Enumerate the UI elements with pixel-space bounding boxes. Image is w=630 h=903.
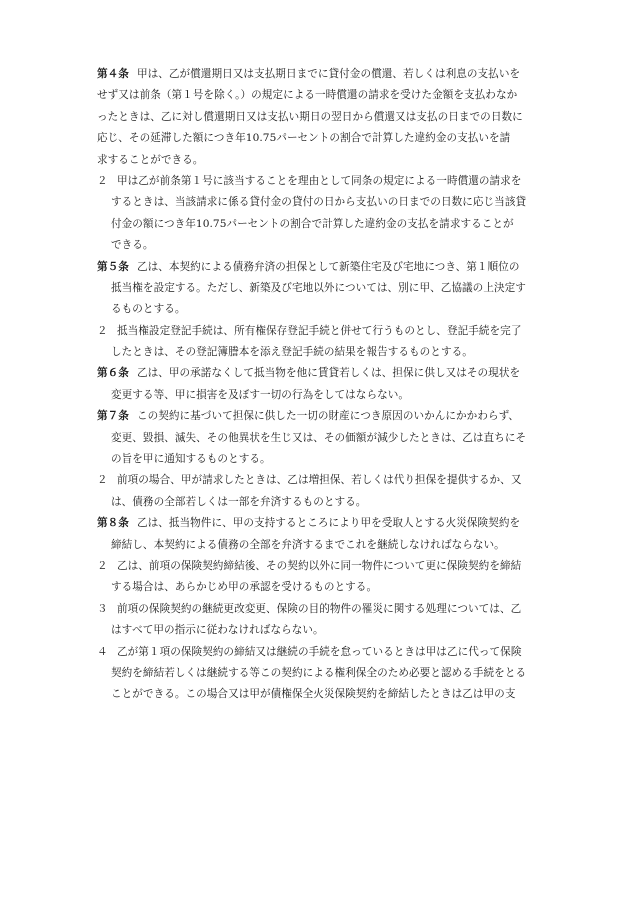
- line-text: この契約に基づいて担保に供した一切の財産につき原因のいかんにかかわらず、: [136, 410, 520, 423]
- continuation-line: [97, 492, 537, 513]
- continuation-line: [97, 684, 537, 705]
- line-text: 変更、毀損、滅失、その他異状を生じ又は、その価額が減少したときは、乙は直ちにそ: [111, 431, 527, 444]
- line-text: るものとする。: [111, 303, 186, 316]
- line-text: 乙は、抵当物件に、甲の支持するところにより甲を受取人とする火災保険契約を: [136, 517, 521, 530]
- article-heading: 第６条: [97, 367, 129, 380]
- paragraph-number: ２: [97, 174, 108, 187]
- line-text: するときは、当該請求に係る貸付金の貸付の日から支払いの日までの日数に応じ当該貸: [111, 196, 527, 209]
- line-text: は、債務の全部若しくは一部を弁済するものとする。: [111, 495, 367, 508]
- line-text: 変更する等、甲に損害を及ぼす一切の行為をしてはならない。: [111, 388, 410, 401]
- document-body: [97, 64, 537, 706]
- line-text: 応じ、その延滞した額につき年10.75パーセントの割合で計算した違約金の支払いを請: [97, 132, 511, 145]
- continuation-line: [97, 663, 537, 684]
- paragraph-number: ２: [97, 474, 108, 487]
- continuation-line: [97, 299, 537, 320]
- article-heading: 第８条: [97, 517, 129, 530]
- article-first-line: [97, 64, 537, 85]
- paragraph-first-line: [97, 556, 537, 577]
- article-first-line: [97, 257, 537, 278]
- line-text: 乙は、本契約による債務弁済の担保として新築住宅及び宅地につき、第１順位の: [136, 260, 520, 273]
- continuation-line: [97, 535, 537, 556]
- paragraph-number: ４: [97, 645, 108, 658]
- continuation-line: [97, 150, 537, 171]
- paragraph-first-line: [97, 470, 537, 491]
- article-first-line: [97, 513, 537, 534]
- line-text: 求することができる。: [97, 153, 204, 166]
- continuation-line: [97, 577, 537, 598]
- line-text: 付金の額につき年10.75パーセントの割合で計算した違約金の支払を請求することが: [111, 217, 514, 230]
- line-text: 抵当権を設定する。ただし、新築及び宅地以外については、別に甲、乙協議の上決定す: [111, 281, 526, 294]
- line-text: 契約を締結若しくは継続する等この契約による権利保全のため必要と認める手続をとる: [111, 666, 527, 679]
- paragraph-first-line: [97, 599, 537, 620]
- line-text: したときは、その登記簿謄本を添え登記手続の結果を報告するものとする。: [111, 346, 473, 359]
- continuation-line: [97, 620, 537, 641]
- paragraph-first-line: [97, 321, 537, 342]
- line-text: 前項の保険契約の継続更改変更、保険の目的物件の罹災に関する処理については、乙: [117, 602, 522, 615]
- continuation-line: [97, 428, 537, 449]
- line-text: 甲は乙が前条第１号に該当することを理由として同条の規定による一時償還の請求を: [117, 174, 522, 187]
- continuation-line: [97, 449, 537, 470]
- line-text: の旨を甲に通知するものとする。: [111, 453, 271, 466]
- article-heading: 第５条: [97, 260, 129, 273]
- continuation-line: [97, 385, 537, 406]
- line-text: 甲は、乙が償還期日又は支払期日までに貸付金の償還、若しくは利息の支払いを: [136, 68, 521, 80]
- article-heading: 第７条: [97, 410, 129, 423]
- continuation-line: [97, 192, 537, 213]
- paragraph-first-line: [97, 642, 537, 663]
- paragraph-number: ３: [97, 602, 108, 615]
- line-text: はすべて甲の指示に従わなければならない。: [111, 624, 324, 637]
- line-text: 前項の場合、甲が請求したときは、乙は増担保、若しくは代り担保を提供するか、又: [117, 474, 522, 487]
- line-text: 乙が第１項の保険契約の締結又は継続の手続を怠っているときは甲は乙に代って保険: [117, 645, 522, 658]
- paragraph-number: ２: [97, 324, 108, 337]
- paragraph-first-line: [97, 171, 537, 192]
- line-text: ったときは、乙に対し償還期日又は支払い期日の翌日から償還又は支払の日までの日数に: [97, 110, 523, 123]
- continuation-line: [97, 235, 537, 256]
- line-text: する場合は、あらかじめ甲の承認を受けるものとする。: [111, 581, 378, 594]
- continuation-line: [97, 278, 537, 299]
- continuation-line: [97, 342, 537, 363]
- line-text: 乙は、前項の保険契約締結後、その契約以外に同一物件について更に保険契約を締結: [117, 559, 522, 572]
- continuation-line: [97, 128, 537, 149]
- line-text: 乙は、甲の承諾なくして抵当物を他に賃貸若しくは、担保に供し又はその現状を: [136, 367, 521, 380]
- article-first-line: [97, 363, 537, 384]
- paragraph-number: ２: [97, 559, 108, 572]
- continuation-line: [97, 85, 537, 106]
- line-text: できる。: [111, 239, 154, 252]
- line-text: ことができる。この場合又は甲が債権保全火災保険契約を締結したときは乙は甲の支: [111, 688, 516, 701]
- article-heading: 第４条: [97, 68, 129, 80]
- continuation-line: [97, 214, 537, 235]
- article-first-line: [97, 406, 537, 427]
- line-text: 締結し、本契約による債務の全部を弁済するまでこれを継続しなければならない。: [111, 538, 505, 551]
- continuation-line: [97, 107, 537, 128]
- line-text: 抵当権設定登記手続は、所有権保存登記手続と併せて行うものとし、登記手続を完了: [117, 324, 522, 337]
- line-text: せず又は前条（第１号を除く。）の規定による一時償還の請求を受けた金額を支払わなか: [97, 89, 518, 102]
